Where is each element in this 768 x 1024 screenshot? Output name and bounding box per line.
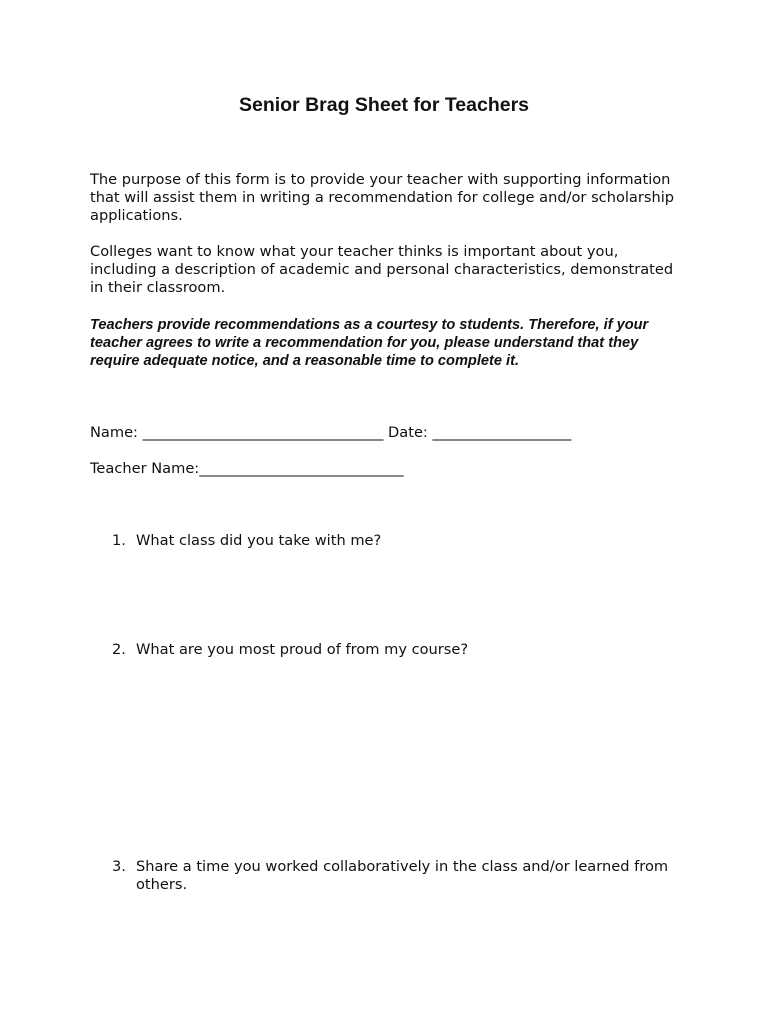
page-title: Senior Brag Sheet for Teachers [238,94,530,116]
question-3 [112,858,672,894]
question-number: 1. [112,532,126,549]
question-number: 3. [112,858,126,875]
question-text: Share a time you worked collaboratively in the class and/or learned from others. [136,858,669,894]
courtesy-note: Teachers provide recommendations as a courtesy to students. Therefore, if your teacher agrees to write a recommendation for you, please understand that they require adequate notice, and a reasonable time to complete it. [90,317,649,370]
question-2 [112,641,672,659]
colleges-paragraph: Colleges want to know what your teacher thinks is important about you, including a description of academic and personal characteristics, demonstrated in their classroom. [90,243,674,297]
name-date-field: Name: _________________________________ Date: ___________________ [90,424,572,441]
question-text: What class did you take with me? [136,532,382,549]
question-text: What are you most proud of from my course? [136,641,469,658]
teacher-name-field: Teacher Name:____________________________ [90,460,404,477]
question-number: 2. [112,641,126,658]
purpose-paragraph: The purpose of this form is to provide your teacher with supporting information that will assist them in writing a recommendation for college and/or scholarship applications. [90,171,675,225]
question-1 [112,532,672,550]
